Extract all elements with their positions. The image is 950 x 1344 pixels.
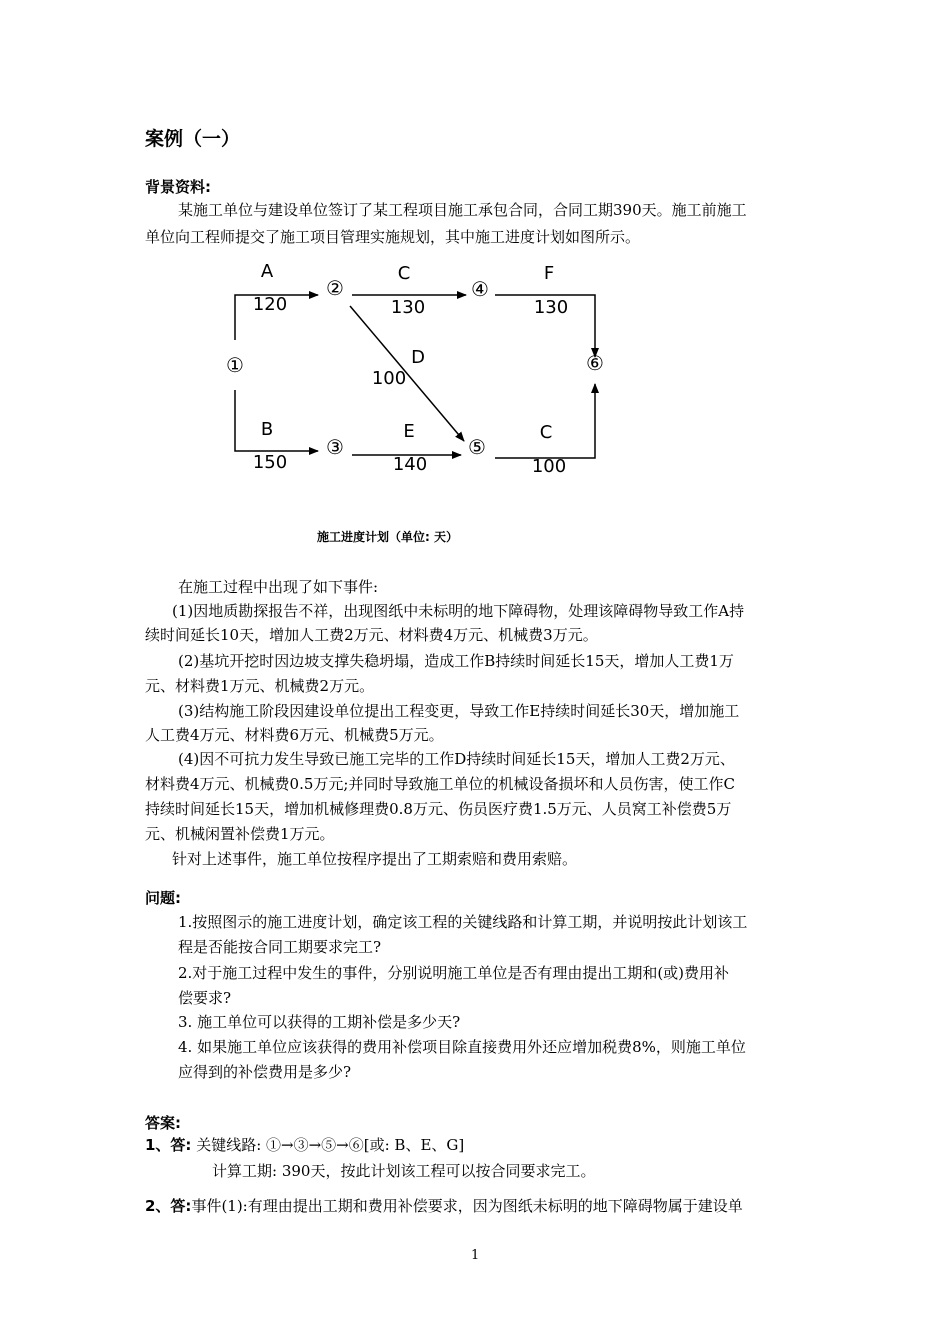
activity-duration-d: 100 xyxy=(371,368,407,389)
events-line: 持续时间延长15天，增加机械修理费0.8万元、伤员医疗费1.5万元、人员窝工补偿费5万 xyxy=(145,800,732,818)
activity-label-b: B xyxy=(260,419,274,440)
answer-1 xyxy=(145,1134,464,1156)
events-line: 续时间延长10天，增加人工费2万元、材料费4万元、机械费3万元。 xyxy=(145,626,598,644)
answer-1-line-2: 计算工期: 390天，按此计划该工程可以按合同要求完工。 xyxy=(212,1162,596,1180)
events-line: (2)基坑开挖时因边坡支撑失稳坍塌，造成工作B持续时间延长15天，增加人工费1万 xyxy=(178,652,734,670)
events-line: 材料费4万元、机械费0.5万元;并同时导致施工单位的机械设备损坏和人员伤害，使工作C xyxy=(145,775,735,793)
answers-heading: 答案: xyxy=(145,1114,181,1132)
node-3: ③ xyxy=(326,435,344,459)
activity-duration-c-top: 130 xyxy=(390,297,426,318)
activity-label-c-bottom: C xyxy=(539,422,553,443)
events-line: 人工费4万元、材料费6万元、机械费5万元。 xyxy=(145,726,444,744)
question-line: 程是否能按合同工期要求完工? xyxy=(178,938,382,956)
node-2: ② xyxy=(326,276,344,300)
activity-duration-c-bottom: 100 xyxy=(531,456,567,477)
background-heading: 背景资料: xyxy=(145,178,211,196)
node-6: ⑥ xyxy=(586,351,604,375)
question-line: 4. 如果施工单位应该获得的费用补偿项目除直接费用外还应增加税费8%，则施工单位 xyxy=(178,1038,746,1056)
question-line: 2.对于施工过程中发生的事件，分别说明施工单位是否有理由提出工期和(或)费用补 xyxy=(178,964,730,982)
question-line: 3. 施工单位可以获得的工期补偿是多少天? xyxy=(178,1013,461,1031)
events-line: (4)因不可抗力发生导致已施工完毕的工作D持续时间延长15天，增加人工费2万元、 xyxy=(178,750,735,768)
diagram-caption: 施工进度计划（单位: 天） xyxy=(317,530,458,544)
events-line: 元、机械闲置补偿费1万元。 xyxy=(145,825,335,843)
answer-2-text: 事件(1):有理由提出工期和费用补偿要求，因为图纸未标明的地下障碍物属于建设单 xyxy=(191,1197,743,1215)
activity-duration-f: 130 xyxy=(533,297,569,318)
activity-label-a: A xyxy=(260,261,274,282)
node-4: ④ xyxy=(471,277,489,301)
edge-c-bottom xyxy=(495,384,595,458)
question-line: 1.按照图示的施工进度计划，确定该工程的关键线路和计算工期，并说明按此计划该工 xyxy=(178,913,748,931)
events-line: 针对上述事件，施工单位按程序提出了工期索赔和费用索赔。 xyxy=(172,850,578,868)
answer-2 xyxy=(145,1195,743,1217)
events-line: (1)因地质勘探报告不祥，出现图纸中未标明的地下障碍物，处理该障碍物导致工作A持 xyxy=(172,602,745,620)
node-1: ① xyxy=(226,353,244,377)
events-line: 在施工过程中出现了如下事件: xyxy=(178,578,379,596)
questions-heading: 问题: xyxy=(145,889,181,907)
answer-2-label: 2、答: xyxy=(145,1197,192,1215)
background-line: 某施工单位与建设单位签订了某工程项目施工承包合同，合同工期390天。施工前施工 xyxy=(178,201,747,219)
schedule-network-diagram xyxy=(215,255,615,480)
question-line: 偿要求? xyxy=(178,989,232,1007)
background-line: 单位向工程师提交了施工项目管理实施规划，其中施工进度计划如图所示。 xyxy=(145,228,641,246)
edge-b xyxy=(235,390,318,451)
activity-duration-a: 120 xyxy=(252,294,288,315)
activity-label-c-top: C xyxy=(397,263,411,284)
node-5: ⑤ xyxy=(468,435,486,459)
activity-label-e: E xyxy=(403,421,415,442)
activity-duration-e: 140 xyxy=(392,454,428,475)
activity-duration-b: 150 xyxy=(252,452,288,473)
answer-1-label: 1、答: xyxy=(145,1136,192,1154)
case-title: 案例（一） xyxy=(145,128,241,150)
answer-1-text: 关键线路: ①→③→⑤→⑥[或: B、E、G] xyxy=(196,1136,465,1154)
question-line: 应得到的补偿费用是多少? xyxy=(178,1063,352,1081)
events-line: (3)结构施工阶段因建设单位提出工程变更，导致工作E持续时间延长30天，增加施工 xyxy=(178,702,740,720)
events-line: 元、材料费1万元、机械费2万元。 xyxy=(145,677,375,695)
activity-label-f: F xyxy=(543,263,555,284)
activity-label-d: D xyxy=(411,347,425,368)
page-number: 1 xyxy=(471,1248,480,1263)
